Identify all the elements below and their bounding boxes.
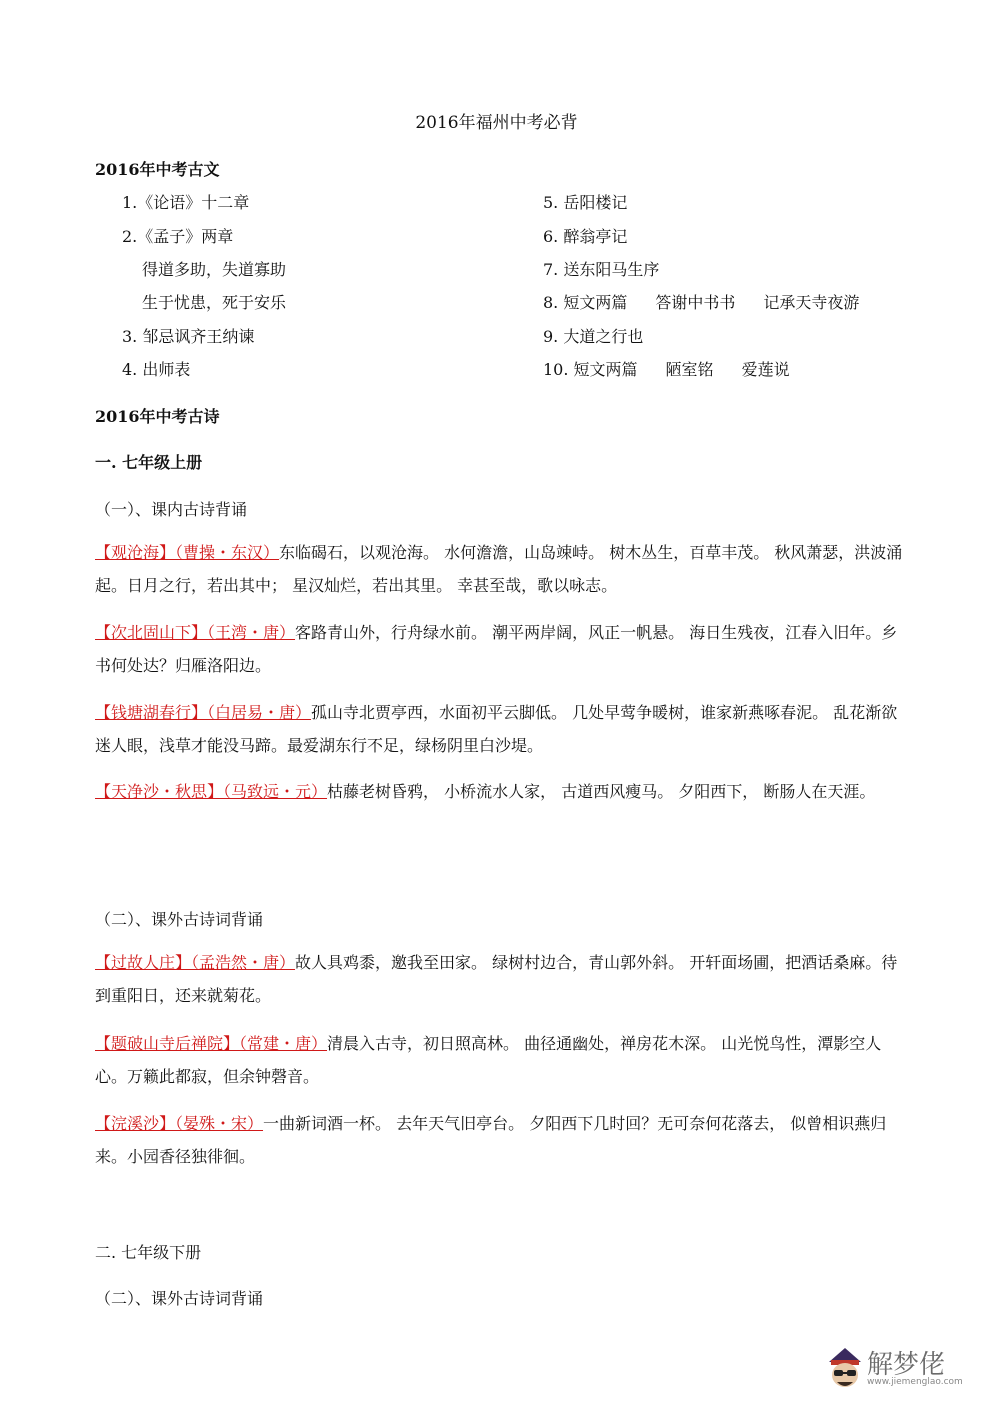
prose-subitem: 生于忧患，死于安乐 [142,293,287,312]
poem-paragraph [95,616,905,682]
prose-item-10-a: 陋室铭 [665,360,714,379]
poem-title: 【次北固山下】（王湾・唐） [95,623,296,642]
prose-item: 7. 送东阳马生序 [543,260,660,279]
poem-text: 枯藤老树昏鸦， 小桥流水人家， 古道西风瘦马。 夕阳西下， 断肠人在天涯。 [327,782,876,801]
poem-text: 东临碣石，以观沧海。 水何澹澹，山岛竦峙。 树木丛生，百草丰茂。 秋风萧瑟，洪波涌起。日月之行，若出其中； 星汉灿烂，若出其里。 幸甚至哉，歌以咏志。 [95,543,903,595]
poem-paragraph [95,536,905,602]
poem-paragraph [95,696,910,762]
poem-paragraph [95,775,905,808]
prose-item-8 [543,290,859,313]
poem-text: 客路青山外，行舟绿水前。 潮平两岸阔，风正一帆悬。 海日生残夜，江春入旧年。乡书何处达？归雁洛阳边。 [95,623,898,675]
section-heading-poetry: 2016年中考古诗 [95,407,220,426]
poem-text: 孤山寺北贾亭西，水面初平云脚低。 几处早莺争暖树，谁家新燕啄春泥。 乱花渐欲迷人眼，浅草才能没马蹄。最爱湖东行不足，绿杨阴里白沙堤。 [95,703,898,755]
prose-item-10 [543,357,790,380]
poem-text: 清晨入古寺，初日照高林。 曲径通幽处，禅房花木深。 山光悦鸟性，潭影空人心。万籁此都寂，但余钟磬音。 [95,1034,882,1086]
poem-title: 【钱塘湖春行】（白居易・唐） [95,703,312,722]
logo-url: www.jiemenglao.com [867,1377,963,1387]
poem-text: 故人具鸡黍，邀我至田家。 绿树村边合，青山郭外斜。 开轩面场圃，把酒话桑麻。待到重阳日，还来就菊花。 [95,953,898,1005]
poem-paragraph [95,1027,905,1093]
prose-item-8-b: 记承天寺夜游 [763,293,860,312]
poem-title: 【题破山寺后禅院】（常建・唐） [95,1034,328,1053]
poem-title: 【浣溪沙】（晏殊・宋） [95,1114,264,1133]
poem-paragraph [95,946,905,1012]
poem-text: 一曲新词酒一杯。 去年天气旧亭台。 夕阳西下几时回？无可奈何花落去， 似曾相识燕归来。小园香径独徘徊。 [95,1114,887,1166]
prose-item-10-b: 爱莲说 [741,360,790,379]
prose-item: 1.《论语》十二章 [122,193,250,212]
section-heading-prose: 2016年中考古文 [95,160,220,179]
poem-title: 【天净沙・秋思】（马致远・元） [95,782,328,801]
prose-item-10-num: 10. 短文两篇 [543,360,638,379]
prose-item: 9. 大道之行也 [543,327,644,346]
poem-title: 【观沧海】（曹操・东汉） [95,543,280,562]
mascot-icon [825,1342,865,1392]
prose-item: 2.《孟子》两章 [122,227,234,246]
grade-heading: 二. 七年级下册 [95,1243,202,1262]
prose-item: 5. 岳阳楼记 [543,193,628,212]
prose-item-8-num: 8. 短文两篇 [543,293,628,312]
poem-title: 【过故人庄】（孟浩然・唐） [95,953,296,972]
prose-item: 4. 出师表 [122,360,191,379]
prose-subitem: 得道多助，失道寡助 [142,260,287,279]
prose-item-8-a: 答谢中书书 [655,293,736,312]
site-logo [825,1342,965,1394]
subsection-heading: （一）、课内古诗背诵 [95,500,248,519]
page-title: 2016年福州中考必背 [415,113,578,133]
poem-paragraph [95,1107,905,1173]
prose-item: 6. 醉翁亭记 [543,227,628,246]
subsection-heading: （二）、课外古诗词背诵 [95,1289,264,1308]
grade-heading: 一. 七年级上册 [95,453,203,472]
prose-item: 3. 邹忌讽齐王纳谏 [122,327,255,346]
subsection-heading: （二）、课外古诗词背诵 [95,910,264,929]
logo-text: 解梦佬 [867,1350,946,1380]
